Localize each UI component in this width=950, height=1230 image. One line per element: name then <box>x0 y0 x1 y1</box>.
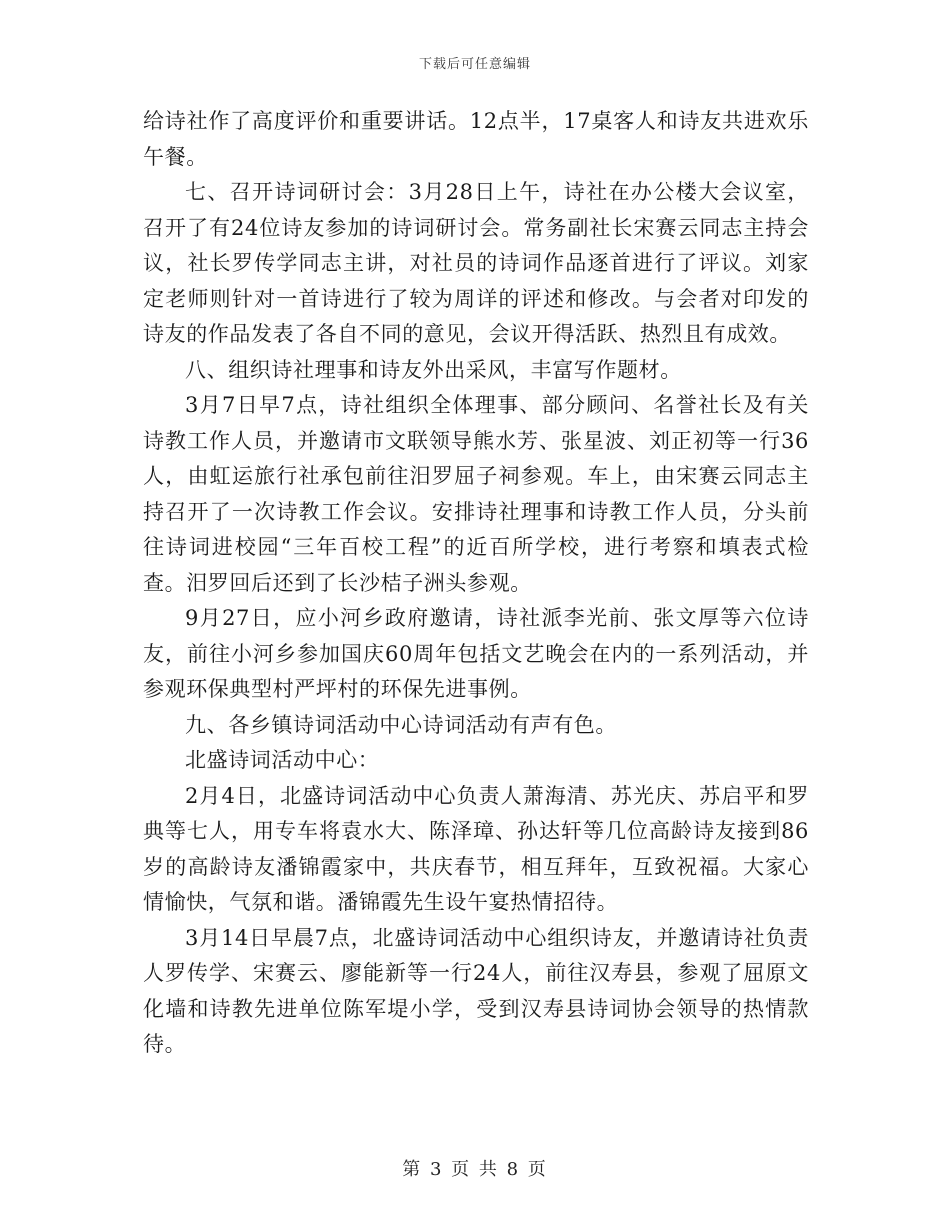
paragraph: 3月14日早晨7点，北盛诗词活动中心组织诗友，并邀请诗社负责人罗传学、宋赛云、廖能新等一行24人，前往汉寿县，参观了屈原文化墙和诗教先进单位陈军堤小学，受到汉寿县诗词协会领导的热情款待。 <box>143 925 809 1056</box>
subsection-heading: 北盛诗词活动中心： <box>185 748 380 772</box>
paragraph: 3月7日早7点，诗社组织全体理事、部分顾问、名誉社长及有关诗教工作人员，并邀请市文联领导熊水芳、张星波、刘正初等一行36人，由虹运旅行社承包前往汨罗屈子祠参观。车上，由宋赛云同志主持召开了一次诗教工作会议。安排诗社理事和诗教工作人员，分头前往诗词进校园“三年百校工程”的近百所学校，进行考察和填表式检查。汨罗回后还到了长沙桔子洲头参观。 <box>143 393 809 595</box>
paragraph: 七、召开诗词研讨会：3月28日上午，诗社在办公楼大会议室，召开了有24位诗友参加的诗词研讨会。常务副社长宋赛云同志主持会议，社长罗传学同志主讲，对社员的诗词作品逐首进行了评议。刘家定老师则针对一首诗进行了较为周详的评述和修改。与会者对印发的诗友的作品发表了各自不同的意见，会议开得活跃、热烈且有成效。 <box>143 180 809 346</box>
paragraph: 2月4日，北盛诗词活动中心负责人萧海清、苏光庆、苏启平和罗典等七人，用专车将袁水大、陈泽璋、孙达轩等几位高龄诗友接到86岁的高龄诗友潘锦霞家中，共庆春节，相互拜年，互致祝福。大家心情愉快，气氛和谐。潘锦霞先生设午宴热情招待。 <box>143 783 809 914</box>
section-heading: 九、各乡镇诗词活动中心诗词活动有声有色。 <box>185 712 617 737</box>
page-header: 下载后可任意编辑 <box>418 57 531 72</box>
page-footer: 第 3 页 共 8 页 <box>402 1159 548 1180</box>
paragraph: 9月27日，应小河乡政府邀请，诗社派李光前、张文厚等六位诗友，前往小河乡参加国庆60周年包括文艺晚会在内的一系列活动，并参观环保典型村严坪村的环保先进事例。 <box>143 606 809 701</box>
paragraph: 给诗社作了高度评价和重要讲话。12点半，17桌客人和诗友共进欢乐午餐。 <box>143 109 809 169</box>
document-body <box>143 104 809 1063</box>
section-heading: 八、组织诗社理事和诗友外出采风，丰富写作题材。 <box>185 357 682 382</box>
